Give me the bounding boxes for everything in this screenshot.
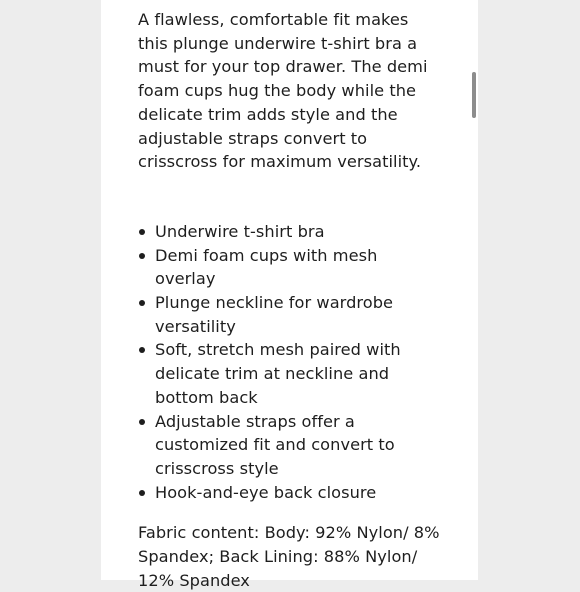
product-description: A flawless, comfortable fit makes this plunge underwire t-shirt bra a must for your top drawer. The demi foam cups hug the body while the delicate trim adds style and the adjustable straps convert to crisscross for maximum versatility. — [138, 10, 428, 172]
list-item — [138, 338, 443, 409]
bullet-icon — [139, 300, 145, 306]
list-item — [138, 410, 443, 481]
list-item — [138, 291, 443, 338]
list-item — [138, 220, 443, 244]
bullet-icon — [139, 419, 145, 425]
bullet-icon — [139, 253, 145, 259]
fabric-content: Fabric content: Body: 92% Nylon/ 8% Spandex; Back Lining: 88% Nylon/ 12% Spandex — [138, 523, 440, 590]
feature-text: Demi foam cups with mesh overlay — [155, 245, 378, 289]
list-item — [138, 481, 443, 505]
bullet-icon — [139, 347, 145, 353]
scrollbar-thumb[interactable] — [472, 72, 476, 118]
product-details-panel — [101, 0, 478, 590]
feature-text: Adjustable straps offer a customized fit and convert to crisscross style — [155, 411, 395, 478]
bullet-icon — [139, 490, 145, 496]
feature-text: Underwire t-shirt bra — [155, 221, 325, 241]
feature-text: Hook-and-eye back closure — [155, 482, 377, 502]
bullet-icon — [139, 229, 145, 235]
list-item — [138, 244, 443, 291]
feature-text: Soft, stretch mesh paired with delicate trim at neckline and bottom back — [155, 340, 401, 407]
feature-list — [138, 220, 443, 504]
feature-text: Plunge neckline for wardrobe versatility — [155, 293, 394, 336]
